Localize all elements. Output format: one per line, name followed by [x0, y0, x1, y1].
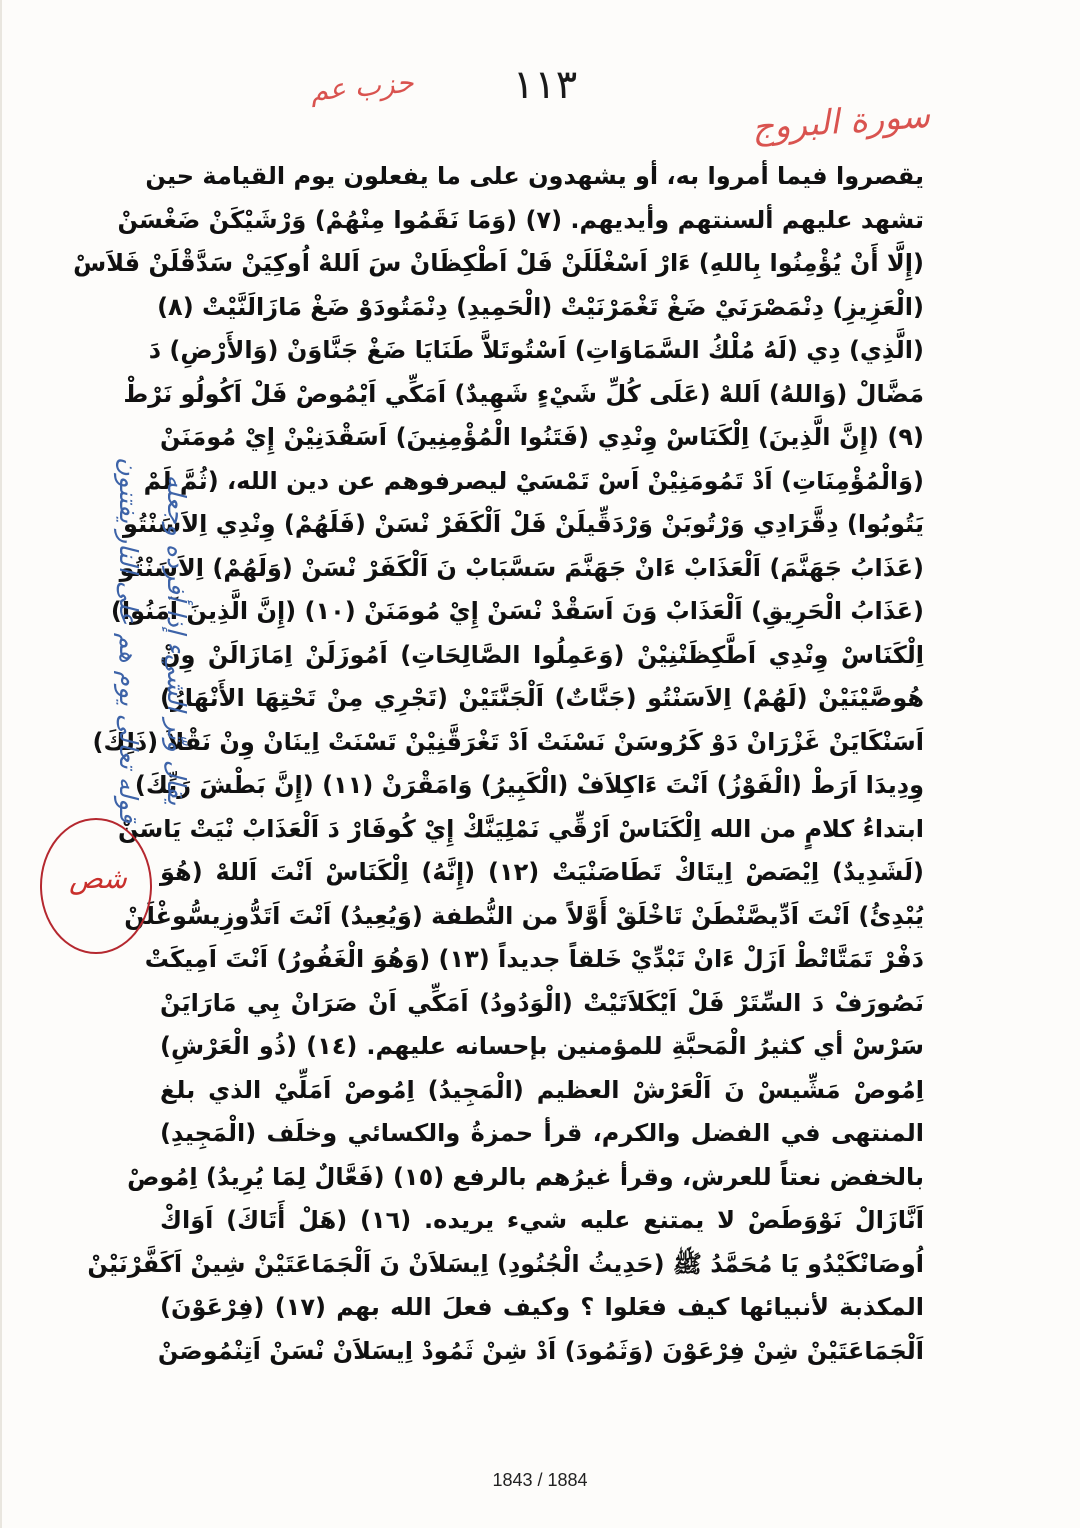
body-line: يقصروا فيما أمروا به، أو يشهدون على ما يفعلون يوم القيامة حين [145, 162, 924, 190]
body-line: المكذبة لأنبيائها كيف فعَلوا ؟ وكيف فعلَ الله بهم (١٧) (فِرْعَوْنَ) [160, 1293, 924, 1321]
margin-note-line: يقال وتّر الشيء إذا أفرده وجعله [162, 474, 191, 806]
page-number: ١١٣ [512, 62, 578, 108]
body-line: بالخفض نعتاً للعرش، وقرأ غيرُهم بالرفع (١٥) (فَعَّالٌ لِمَا يُرِيدُ) اِمُوصْ [127, 1162, 924, 1191]
hizb-handwritten-note: حزب عم [309, 65, 415, 108]
body-line: اِلْكَنَاسْ وِنْدِي اَطَّكِظَنْنِيْنْ (وَعَمِلُوا الصَّالِحَاتِ) اَمُوزَلَنْ اِمَازَالَنْ وِنْ [160, 640, 924, 669]
surah-handwritten-note: سورة البروج [750, 95, 932, 149]
body-line: اُوصَانْكَيْدُو يَا مُحَمَّدُ ﷺ (حَدِيثُ الْجُنُودِ) اِيسَلاَنْ نَ اَلْجَمَاعَتَيْنْ شِينْ اَكَفَّرْنَيْنْ [87, 1249, 924, 1278]
body-line: يُبْدِئُ) اَنْتَ اَدِّيصَّنْطَنْ تَاخْلَقْ أَوَّلاً من النُّطفة (وَيُعِيدُ) اَنْتَ اَتَدُّوزِيسُّوغْلَنْ [124, 901, 924, 930]
body-line: مَضَّالْ (وَاللهُ) اَللهْ (عَلَى كُلِّ شَيْءٍ شَهِيدٌ) اَمَكِّي اَيْمُوصْ فَلْ اَكُولُو نَرْطْ [123, 379, 924, 408]
body-line: تشهد عليهم ألسنتهم وأيديهم. (٧) (وَمَا نَقَمُوا مِنْهُمْ) وَرْشَيْكَنْ ضَغْسَنْ [117, 205, 924, 234]
body-line: (إِلَّا أَنْ يُؤْمِنُوا بِاللهِ) ءَارْ اَسْغْلَلَنْ فَلْ اَطْكِظَانْ سَ اَللهْ اُوكِيَنْ سَدَّقْلَنْ فَلاَسْ [73, 249, 924, 277]
body-line: (لَشَدِيدٌ) اِيْصَصْ اِيتَاكْ تَطَاصَنْيَتْ (١٢) (إِنَّهُ) اِلْكَنَاسْ اَنْتَ اَللهْ (هُوَ [160, 858, 925, 886]
page-counter: 1843 / 1884 [492, 1470, 588, 1490]
margin-circle-label: شص [69, 862, 127, 895]
body-line: اَسَنْكَايَنْ غَزْرَانْ دَوْ كَرُوسَنْ نَسْنَتْ اَدْ تَغْرَقَّنِيْنْ تَسْنَتْ اِينَانْ وِنْ نَقْلاَ (ذَلِكَ) [92, 727, 924, 756]
body-line: وِدِيدَا اَرَطْ (الْفَوْزُ) اَنْتَ ءَاكِلاَفْ (الْكَبِيرُ) وَامَقْرَنْ (١١) (إِنَّ بَطْشَ رَبِّكَ) [134, 771, 924, 799]
body-line: اِمُوصْ مَشِّيسْ نَ اَلْعَرْشْ العظيم (الْمَجِيدُ) اِمُوصْ اَمَلِّيْ الذي بلغ [160, 1075, 924, 1104]
body-line: (الْعَزِيزِ) دِنْمَصْرَنَيْ ضَغْ تَغْمَرْنَيْتْ (الْحَمِيدِ) دِنْمَتُودَوْ ضَغْ مَازَالَنَّيْتْ (٨) [157, 292, 924, 321]
body-line: (٩) (إِنَّ الَّذِينَ) اِلْكَنَاسْ وِنْدِي (فَتَنُوا الْمُؤْمِنِينَ) اَسَقْدَنِيْنْ إِيْ مُومَنَنْ [160, 423, 924, 451]
body-line: سَرْسْ أي كثيرُ الْمَحبَّةِ للمؤمنين بإحسانه عليهم. (١٤) (ذُو الْعَرْشِ) [160, 1032, 925, 1060]
margin-note-line: قوله تعالى يوم هم على النار يفتنون [114, 457, 143, 823]
body-line: (الَّذِي) دِي (لَهُ مُلْكُ السَّمَاوَاتِ) اَسْتُوتَلاَّ طَنَايَا ضَغْ جَنَّاوَنْ (وَالأَرْضِ) دَ [148, 336, 924, 364]
body-line: اَنَّازَالْ نَوْوَطَصْ لا يمتنع عليه شيء يريده. (١٦) (هَلْ أَتَاكَ) اَوَاكْ [160, 1206, 924, 1234]
body-line: (عَذَابُ جَهَنَّمَ) اَلْعَذَابْ ءَانْ جَهَنَّمَ سَسَّبَابْ نَ اَلْكَفَرْ نْسَنْ (وَلَهُمْ) اِلاَسَنْتُو [119, 553, 924, 582]
body-line: اَلْجَمَاعَتَيْنْ شِنْ فِرْعَوْنَ (وَثَمُودَ) اَدْ شِنْ ثَمُودْ اِيسَلاَنْ نْسَنْ اَتِنْمُوصَنْ [157, 1336, 924, 1365]
body-line: المنتهى في الفضل والكرم، قرأ حمزةُ والكسائي وخلَف (الْمَجِيدِ) [160, 1119, 924, 1147]
body-line: دَفْرْ تَمَتَّاتْطْ اَزَلْ ءَانْ تَبْدِّيْ خَلقاً جديداً (١٣) (وَهُوَ الْغَفُورُ) اَنْتَ اَمِيكَتْ [144, 945, 924, 973]
body-line: يَتُوبُوا) دِقَّرَادِي وَرْتُوبَنْ وَرْدَقِّيلَنْ فَلْ اَلْكَفَرْ نْسَنْ (فَلَهُمْ) وِنْدِي اِلاَسَنْتُو [123, 510, 924, 538]
body-line: (وَالْمُؤْمِنَاتِ) اَدْ تَمُومَنِيْنْ اَسْ تَمْسَيْ ليصرفوهم عن دين الله، (ثُمَّ لَمْ [143, 466, 924, 495]
body-line: (عَذَابُ الْحَرِيقِ) اَلْعَذَابْ وَنَ اَسَقْدْ نْسَنْ إِيْ مُومَنَنْ (١٠) (إِنَّ الَّذِينَ آمَنُوا) [110, 597, 924, 625]
body-line: هُوصَّيْنَيْنْ (لَهُمْ) اِلاَسَنْتُو (جَنَّاتٌ) اَلْجَنَّتَيْنْ (تَجْرِي مِنْ تَحْتِهَا الأَنْهَارُ) [160, 684, 924, 712]
body-line: ابتداءُ كلامٍ من الله اِلْكَنَاسْ اَرْقِّي نَمْلِيَنَّكْ إِيْ كُوفَارْ دَ اَلْعَذَابْ نْيَتْ يَاسَنْ [118, 814, 924, 843]
body-line: نَصُورَفْ دَ السِّتَرْ فَلْ اَيْكَلاَتَيْتْ (الْوَدُودُ) اَمَكِّي اَنْ صَرَانْ بِي مَارَايَنْ [160, 988, 924, 1017]
